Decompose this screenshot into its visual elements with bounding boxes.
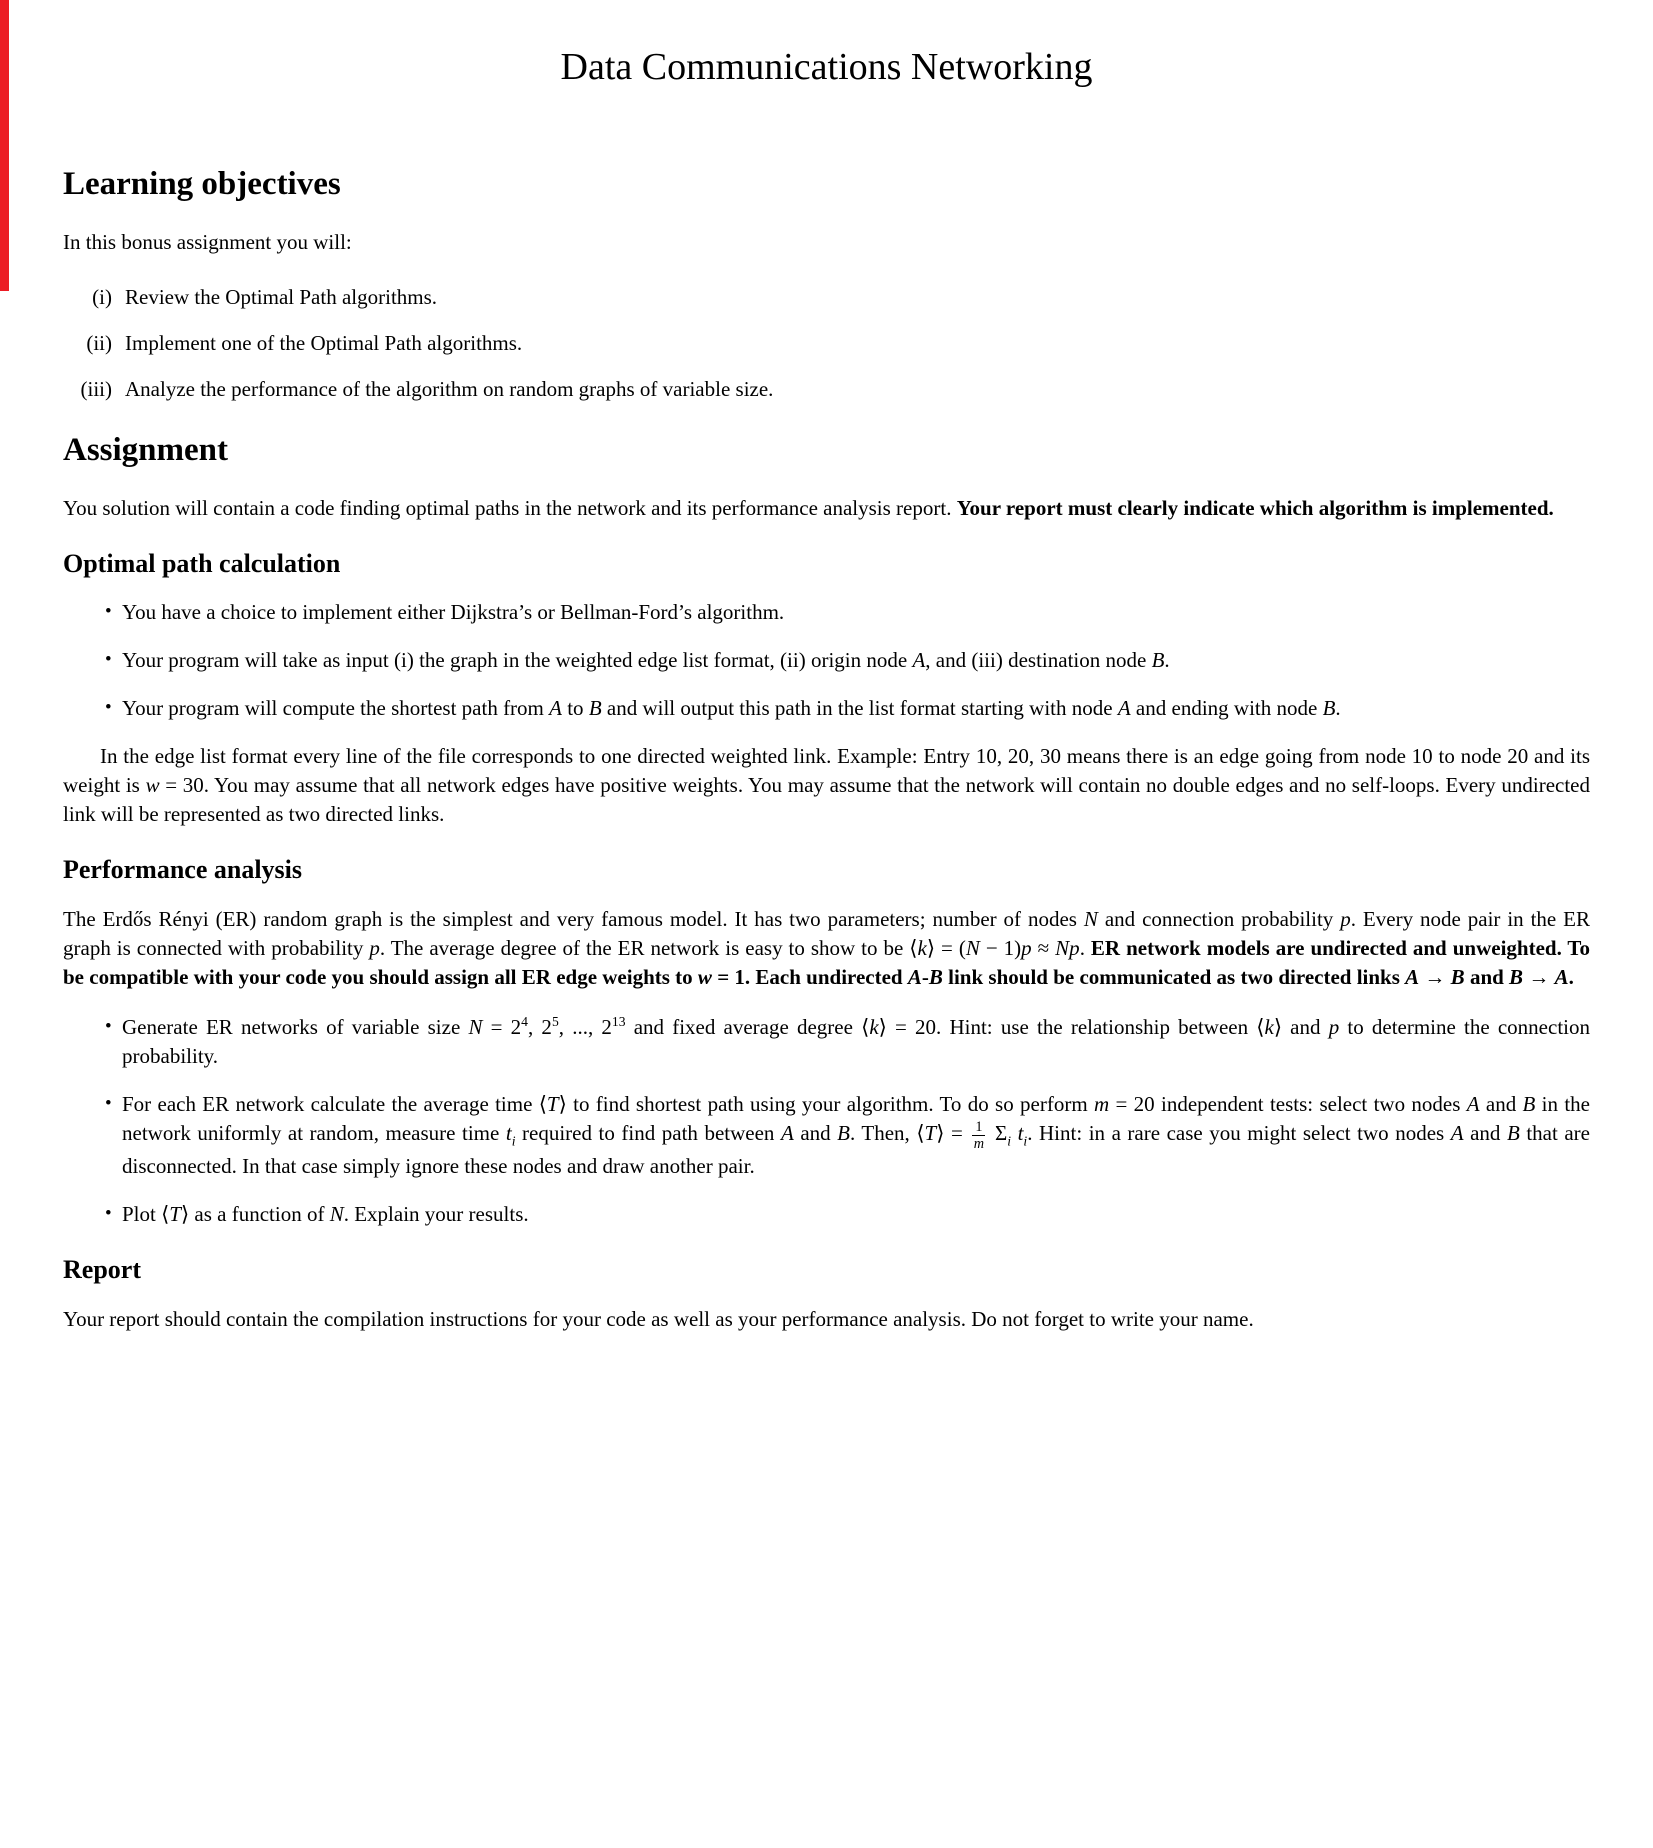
text-segment: For each ER network calculate the average time ⟨ bbox=[122, 1092, 547, 1117]
text-segment: You have a choice to implement either Dijkstra’s or Bellman-Ford’s algorithm. bbox=[122, 600, 785, 625]
text-segment: w bbox=[145, 773, 160, 798]
text-segment: N bbox=[1083, 907, 1098, 932]
text-segment: Generate ER networks of variable size bbox=[122, 1015, 469, 1040]
text-segment: , ..., 2 bbox=[558, 1015, 612, 1040]
text-segment: . Hint: in a rare case you might select two nodes bbox=[1027, 1121, 1451, 1146]
text-segment: and will output this path in the list format starting with node bbox=[601, 696, 1118, 721]
text-segment: that are disconnected. In that case simply ignore these nodes and draw another pair. bbox=[122, 1121, 1590, 1179]
text-segment: B bbox=[1509, 965, 1524, 990]
text-segment: Optimal path calculation bbox=[63, 548, 341, 578]
text-segment: = 2 bbox=[482, 1015, 522, 1040]
fraction bbox=[972, 1119, 985, 1152]
enum-item-text bbox=[125, 375, 773, 404]
text-segment: = 20 independent tests: select two nodes bbox=[1109, 1092, 1467, 1117]
fraction-denominator: m bbox=[973, 1136, 985, 1153]
left-edge-red-mark bbox=[0, 0, 9, 291]
text-segment: . The average degree of the ER network is easy to show to be ⟨ bbox=[379, 936, 918, 961]
text-segment: w bbox=[697, 965, 712, 990]
text-segment: ⟩ = ( bbox=[926, 936, 966, 961]
intro-paragraph bbox=[63, 228, 1590, 257]
text-segment: ⟩ = bbox=[936, 1121, 970, 1146]
text-segment: p bbox=[369, 936, 380, 961]
text-segment: , and (iii) destination node bbox=[925, 648, 1152, 673]
text-segment: i bbox=[1007, 1133, 1012, 1149]
text-segment: . bbox=[1335, 696, 1341, 721]
fraction-numerator: 1 bbox=[972, 1119, 985, 1136]
text-segment: t bbox=[1017, 1121, 1024, 1146]
bullet-item bbox=[63, 694, 1590, 723]
text-segment: p bbox=[1021, 936, 1032, 961]
bullet-icon: • bbox=[105, 697, 112, 719]
bullet-item bbox=[63, 1013, 1590, 1071]
text-segment: . Explain your results. bbox=[343, 1202, 529, 1227]
text-segment: m bbox=[1094, 1092, 1110, 1117]
enum-item bbox=[63, 283, 1590, 312]
text-segment: B bbox=[928, 965, 943, 990]
text-segment: Np bbox=[1055, 936, 1080, 961]
text-segment: and bbox=[1463, 1121, 1507, 1146]
bullet-item bbox=[63, 598, 1590, 627]
text-segment: required to find path between bbox=[515, 1121, 781, 1146]
objectives-list bbox=[63, 283, 1590, 404]
text-segment: - bbox=[921, 965, 929, 990]
enum-item bbox=[63, 329, 1590, 358]
document-title: Data Communications Networking bbox=[560, 46, 1093, 88]
text-segment: Report bbox=[63, 1255, 141, 1285]
text-segment: A bbox=[1405, 965, 1420, 990]
text-segment: B bbox=[1450, 965, 1465, 990]
text-segment: and ending with node bbox=[1130, 696, 1323, 721]
text-segment: N bbox=[468, 1015, 483, 1040]
text-segment: ⟩ to find shortest path using your algorithm. To do so perform bbox=[558, 1092, 1095, 1117]
text-segment: ⟩ = 20. Hint: use the relationship between ⟨ bbox=[878, 1015, 1265, 1040]
text-segment: T bbox=[546, 1092, 559, 1117]
heading-performance-analysis bbox=[63, 855, 1590, 885]
text-segment: k bbox=[917, 936, 927, 961]
text-segment: Your program will take as input (i) the graph in the weighted edge list format, (ii) origin node bbox=[122, 648, 913, 673]
text-segment: and connection probability bbox=[1097, 907, 1341, 932]
text-segment: ⟩ and bbox=[1273, 1015, 1329, 1040]
text-segment: T bbox=[924, 1121, 937, 1146]
text-segment: . Then, ⟨ bbox=[850, 1121, 925, 1146]
text-segment: A bbox=[549, 696, 562, 721]
text-segment: . bbox=[1079, 936, 1091, 961]
text-segment: . Every node pair in the ER graph is connected with probability bbox=[63, 907, 1591, 961]
text-segment: and bbox=[1479, 1092, 1523, 1117]
enum-item-text bbox=[125, 283, 437, 312]
enum-item-label: (ii) bbox=[86, 330, 112, 355]
text-segment: Your program will compute the shortest path from bbox=[122, 696, 550, 721]
text-segment: ⟩ as a function of bbox=[180, 1202, 330, 1227]
text-segment: and bbox=[793, 1121, 838, 1146]
text-segment: 4 bbox=[521, 1014, 528, 1030]
text-segment: and fixed average degree ⟨ bbox=[625, 1015, 870, 1040]
text-segment: B bbox=[837, 1121, 850, 1146]
text-segment: in the network uniformly at random, measure time bbox=[122, 1092, 1590, 1146]
text-segment: B bbox=[1151, 648, 1165, 673]
text-segment: to determine the connection probability. bbox=[122, 1015, 1590, 1069]
text-segment: Analyze the performance of the algorithm on random graphs of variable size. bbox=[125, 376, 774, 401]
text-segment: Assignment bbox=[63, 431, 229, 468]
enum-item-text bbox=[125, 329, 522, 358]
heading-assignment bbox=[63, 432, 1590, 470]
text-segment: = 30. You may assume that all network edges have positive weights. You may assume that the network will contain no double edges and no self-loops. Every undirected link will be represented as two directed links. bbox=[63, 773, 1590, 827]
text-segment: A bbox=[907, 965, 922, 990]
bullet-icon: • bbox=[105, 1016, 112, 1038]
text-segment: i bbox=[511, 1133, 516, 1149]
text-segment: Implement one of the Optimal Path algorithms. bbox=[125, 330, 523, 355]
text-segment: Review the Optimal Path algorithms. bbox=[125, 284, 438, 309]
bullet-item bbox=[63, 646, 1590, 675]
text-segment: ER network models are undirected and unweighted. To be compatible with your code you should assign all ER edge weights to bbox=[63, 936, 1591, 990]
text-segment: . bbox=[1568, 965, 1574, 990]
text-segment: A bbox=[1554, 965, 1569, 990]
text-segment: link should be communicated as two directed links bbox=[942, 965, 1406, 990]
text-segment: Your report should contain the compilation instructions for your code as well as your performance analysis. Do not forget to write your name. bbox=[63, 1307, 1254, 1332]
text-segment: k bbox=[869, 1015, 879, 1040]
text-segment: In this bonus assignment you will: bbox=[63, 229, 352, 254]
edge-list-paragraph bbox=[63, 742, 1590, 829]
text-segment: t bbox=[505, 1121, 512, 1146]
text-segment: p bbox=[1328, 1015, 1340, 1040]
text-segment: , 2 bbox=[528, 1015, 552, 1040]
text-segment: 5 bbox=[551, 1014, 559, 1030]
text-segment: You solution will contain a code finding optimal paths in the network and its performance analysis report. bbox=[63, 495, 957, 520]
text-segment: Σ bbox=[988, 1121, 1008, 1146]
text-segment: Plot ⟨ bbox=[122, 1202, 170, 1227]
text-segment: The Erdős Rényi (ER) random graph is the simplest and very famous model. It has two parameters; number of nodes bbox=[63, 907, 1084, 932]
text-segment: N bbox=[965, 936, 980, 961]
text-segment: = 1. Each undirected bbox=[711, 965, 908, 990]
text-segment: A bbox=[912, 648, 926, 673]
text-segment: 13 bbox=[611, 1014, 626, 1030]
assignment-paragraph bbox=[63, 494, 1590, 523]
text-segment: A bbox=[1466, 1092, 1480, 1117]
text-segment: . bbox=[1164, 648, 1170, 673]
performance-bullets bbox=[63, 1013, 1590, 1229]
enum-item-label: (iii) bbox=[80, 376, 112, 401]
text-segment: − 1) bbox=[979, 936, 1022, 961]
bullet-item bbox=[63, 1200, 1590, 1229]
text-segment: B bbox=[1522, 1092, 1536, 1117]
heading-report bbox=[63, 1255, 1590, 1285]
text-segment: A bbox=[1117, 696, 1131, 721]
text-segment: k bbox=[1264, 1015, 1274, 1040]
text-segment: → bbox=[1419, 965, 1451, 990]
text-segment: Learning objectives bbox=[63, 165, 341, 202]
text-segment: Your report must clearly indicate which algorithm is implemented. bbox=[956, 495, 1554, 520]
enum-item-label: (i) bbox=[92, 284, 112, 309]
text-segment: B bbox=[1506, 1121, 1520, 1146]
text-segment: N bbox=[329, 1202, 344, 1227]
er-model-paragraph bbox=[63, 905, 1590, 992]
text-segment: B bbox=[588, 696, 602, 721]
report-paragraph bbox=[63, 1305, 1590, 1334]
text-segment: In the edge list format every line of the file corresponds to one directed weighted link. Example: Entry 10, 20, 30 means there is an edge going from node 10 to node 20 and its weight is bbox=[63, 744, 1590, 798]
document-body bbox=[63, 166, 1590, 1335]
text-segment: A bbox=[1450, 1121, 1464, 1146]
bullet-item bbox=[63, 1090, 1590, 1181]
text-segment: ≈ bbox=[1031, 936, 1056, 961]
text-segment: Performance analysis bbox=[63, 855, 303, 885]
bullet-icon: • bbox=[105, 1093, 112, 1115]
text-segment: A bbox=[780, 1121, 794, 1146]
heading-learning-objectives bbox=[63, 166, 1590, 204]
heading-optimal-path-calculation bbox=[63, 549, 1590, 579]
text-segment: B bbox=[1322, 696, 1336, 721]
text-segment: to bbox=[561, 696, 589, 721]
text-segment: and bbox=[1464, 965, 1510, 990]
bullet-icon: • bbox=[105, 1203, 112, 1225]
text-segment: → bbox=[1523, 965, 1555, 990]
bullet-icon: • bbox=[105, 601, 112, 623]
optimal-path-bullets bbox=[63, 598, 1590, 723]
text-segment: p bbox=[1340, 907, 1351, 932]
text-segment: T bbox=[169, 1202, 181, 1227]
text-segment: i bbox=[1023, 1133, 1028, 1149]
enum-item bbox=[63, 375, 1590, 404]
bullet-icon: • bbox=[105, 649, 112, 671]
